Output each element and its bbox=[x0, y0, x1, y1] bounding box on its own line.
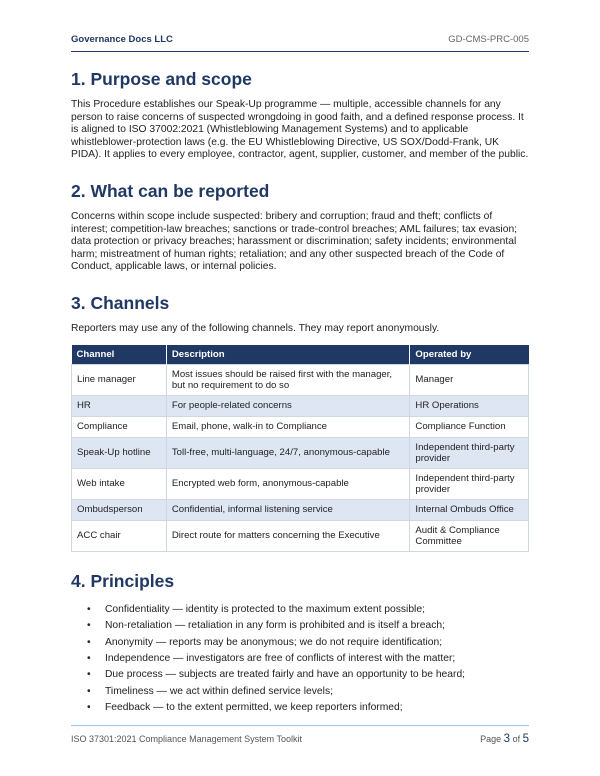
bullet-icon: • bbox=[87, 701, 91, 713]
cell-description: For people-related concerns bbox=[166, 396, 410, 417]
section-paragraph: Concerns within scope include suspected: bribery and corruption; fraud and theft; conflicts of interest; competition-law breaches; sanctions or trade-control breaches; AML failures; tax evasion; data protection or privacy breaches; harassment or discrimination; safety incidents; environmental harm; mistreatment of human rights; retaliation; and any other suspected breach of the Code of Conduct, applicable laws, or internal policies. bbox=[71, 210, 518, 273]
column-header-channel: Channel bbox=[72, 345, 167, 365]
table-header-row bbox=[72, 345, 529, 365]
cell-channel: Ombudsperson bbox=[72, 500, 167, 521]
list-item bbox=[87, 667, 529, 683]
bullet-icon: • bbox=[87, 652, 91, 664]
cell-description: Confidential, informal listening service bbox=[166, 500, 410, 521]
cell-description: Encrypted web form, anonymous-capable bbox=[166, 469, 410, 500]
list-item bbox=[87, 684, 529, 700]
list-item-text: Anonymity — reports may be anonymous; we do not require identification; bbox=[105, 636, 443, 648]
footer-page-number bbox=[480, 733, 529, 745]
cell-channel: Compliance bbox=[72, 417, 167, 438]
list-item bbox=[87, 618, 529, 634]
bullet-icon: • bbox=[87, 620, 91, 632]
page-current: 3 bbox=[503, 733, 511, 745]
cell-channel: Speak-Up hotline bbox=[72, 438, 167, 469]
page-of: of bbox=[512, 734, 521, 744]
list-item-text: Feedback — to the extent permitted, we keep reporters informed; bbox=[105, 701, 403, 713]
cell-channel: Line manager bbox=[72, 365, 167, 396]
section-paragraph: This Procedure establishes our Speak-Up programme — multiple, accessible channels for any person to raise concerns of suspected wrongdoing in good faith, and a defined response process. It is aligned to ISO 37002:2021 (Whistleblowing Management Systems) and to applicable whistleblower-protection laws (e.g. the EU Whistleblowing Directive, US SOX/Dodd-Frank, UK PIDA). It applies to every employee, contractor, agent, supplier, customer, and member of the public. bbox=[71, 99, 529, 161]
channels-table bbox=[71, 345, 529, 553]
cell-operated-by: Independent third-party provider bbox=[410, 438, 529, 469]
cell-operated-by: Internal Ombuds Office bbox=[410, 500, 529, 521]
bullet-icon: • bbox=[87, 636, 91, 648]
cell-channel: HR bbox=[72, 396, 167, 417]
list-item-text: Non-retaliation — retaliation in any form is prohibited and is itself a breach; bbox=[105, 620, 445, 632]
section-purpose-scope bbox=[71, 68, 529, 162]
section-title: 4. Principles bbox=[71, 571, 175, 592]
table-row bbox=[72, 365, 529, 396]
section-title: 3. Channels bbox=[71, 292, 170, 313]
column-header-description: Description bbox=[166, 345, 410, 365]
cell-description: Email, phone, walk-in to Compliance bbox=[166, 417, 410, 438]
list-item-text: Confidentiality — identity is protected to the maximum extent possible; bbox=[105, 604, 425, 616]
table-row bbox=[72, 521, 529, 552]
column-header-operated-by: Operated by bbox=[410, 345, 529, 365]
cell-channel: Web intake bbox=[72, 469, 167, 500]
list-item bbox=[87, 700, 529, 716]
cell-description: Toll-free, multi-language, 24/7, anonymous-capable bbox=[166, 438, 410, 469]
list-item bbox=[87, 635, 529, 651]
list-item-text: Timeliness — we act within defined service levels; bbox=[105, 685, 333, 697]
bullet-icon: • bbox=[87, 669, 91, 681]
list-item bbox=[87, 651, 529, 667]
section-title: 2. What can be reported bbox=[71, 180, 270, 201]
footer-toolkit-title: ISO 37301:2021 Compliance Management System Toolkit bbox=[71, 734, 302, 744]
header-doc-id: GD-CMS-PRC-005 bbox=[448, 34, 529, 45]
section-title: 1. Purpose and scope bbox=[71, 69, 252, 89]
cell-operated-by: Compliance Function bbox=[410, 417, 529, 438]
cell-operated-by: Audit & Compliance Committee bbox=[410, 521, 529, 552]
section-principles bbox=[71, 570, 529, 716]
list-item-text: Due process — subjects are treated fairly and have an opportunity to be heard; bbox=[105, 669, 466, 681]
section-channels bbox=[71, 292, 529, 552]
section-what-can-be-reported bbox=[71, 180, 529, 274]
cell-channel: ACC chair bbox=[72, 521, 167, 552]
header-company: Governance Docs LLC bbox=[71, 34, 173, 45]
table-row bbox=[72, 500, 529, 521]
table-row bbox=[72, 438, 529, 469]
cell-description: Most issues should be raised first with the manager, but no requirement to do so bbox=[166, 365, 410, 396]
bullet-icon: • bbox=[87, 604, 91, 616]
document-body bbox=[71, 68, 529, 716]
cell-description: Direct route for matters concerning the Executive bbox=[166, 521, 410, 552]
table-row bbox=[72, 417, 529, 438]
page-total: 5 bbox=[522, 733, 529, 745]
principles-list bbox=[71, 602, 529, 716]
bullet-icon: • bbox=[87, 685, 91, 697]
cell-operated-by: HR Operations bbox=[410, 396, 529, 417]
page-footer bbox=[71, 725, 529, 745]
list-item bbox=[87, 602, 529, 618]
channels-intro: Reporters may use any of the following channels. They may report anonymously. bbox=[71, 322, 440, 334]
table-row bbox=[72, 469, 529, 500]
table-row bbox=[72, 396, 529, 417]
list-item-text: Independence — investigators are free of conflicts of interest with the matter; bbox=[105, 652, 456, 664]
page-header bbox=[71, 34, 529, 52]
page-label: Page bbox=[480, 734, 502, 744]
cell-operated-by: Independent third-party provider bbox=[410, 469, 529, 500]
cell-operated-by: Manager bbox=[410, 365, 529, 396]
